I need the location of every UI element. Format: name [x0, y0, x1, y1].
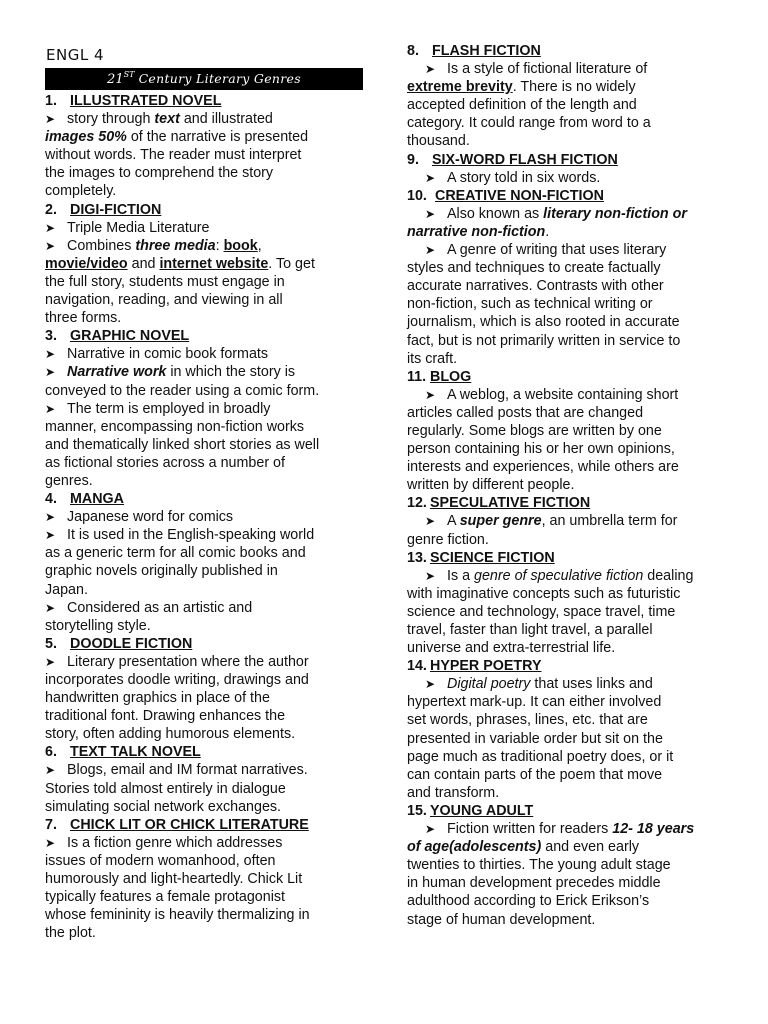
section-title: SIX-WORD FLASH FICTION [432, 151, 618, 168]
section-title: SCIENCE FICTION [430, 549, 555, 566]
bullet-continuation: without words. The reader must interpret [45, 147, 302, 164]
section-title: GRAPHIC NOVEL [70, 328, 190, 345]
bullet-continuation: styles and techniques to create factually [407, 260, 661, 277]
bullet-continuation: manner, encompassing non-fiction works [45, 418, 305, 435]
section-title: ILLUSTRATED NOVEL [70, 93, 222, 109]
bullet-continuation: with imaginative concepts such as futuristic [407, 585, 681, 602]
arrow-bullet-icon: ➤ [45, 365, 56, 380]
section-title: BLOG [430, 368, 472, 385]
bullet-continuation: navigation, reading, and viewing in all [45, 292, 283, 309]
section-title: SPECULATIVE FICTION [430, 495, 591, 512]
section-flash-fiction [407, 42, 725, 151]
arrow-bullet-icon: ➤ [45, 112, 56, 127]
left-column [45, 44, 363, 942]
bullet-continuation: and transform. [407, 784, 500, 801]
bullet: ➤ Is a style of fictional literature of [407, 60, 725, 78]
section-title: MANGA [70, 491, 125, 508]
section-number: 9. [407, 151, 419, 168]
bullet-continuation: page much as traditional poetry does, or it [407, 748, 674, 765]
section-number: 7. [45, 816, 57, 833]
arrow-bullet-icon: ➤ [45, 510, 56, 525]
section-number: 2. [45, 201, 57, 218]
section-title: DOODLE FICTION [70, 635, 193, 652]
bullet-continuation: incorporates doodle writing, drawings and [45, 672, 309, 688]
arrow-bullet-icon: ➤ [425, 822, 436, 837]
section-six-word-flash-fiction [407, 151, 725, 187]
bullet-continuation: images 50% of the narrative is presented [45, 129, 309, 146]
bullet-continuation: and thematically linked short stories as well [45, 436, 320, 453]
arrow-bullet-icon: ➤ [425, 243, 436, 258]
section-chick-lit [45, 816, 363, 943]
bullet: ➤ Narrative work in which the story is [45, 364, 296, 381]
bullet-continuation: handwritten graphics in place of the [45, 690, 270, 707]
section-number: 12. [407, 495, 427, 512]
bullet-continuation: conveyed to the reader using a comic form. [45, 382, 320, 399]
banner-superscript: ST [123, 70, 135, 79]
section-number: 5. [45, 635, 57, 652]
bullet-continuation: hypertext mark-up. It can either involved [407, 694, 662, 711]
section-number: 4. [45, 491, 57, 508]
section-number: 8. [407, 43, 419, 59]
bullet-continuation: universe and extra-terrestrial life. [407, 640, 616, 657]
bullet-continuation: can contain parts of the poem that move [407, 766, 663, 783]
section-number: 10. [407, 187, 427, 204]
section-title: TEXT TALK NOVEL [70, 744, 201, 761]
bullet-continuation: of age(adolescents) and even early [407, 839, 640, 856]
bullet-continuation: as fictional stories across a number of [45, 454, 285, 471]
bullet-continuation: as a generic term for all comic books and [45, 545, 306, 562]
arrow-bullet-icon: ➤ [425, 62, 436, 77]
arrow-bullet-icon: ➤ [425, 677, 436, 692]
right-column [407, 42, 725, 929]
bullet: ➤ story through text and illustrated [45, 111, 273, 128]
section-title: YOUNG ADULT [430, 802, 534, 819]
bullet: ➤ Is a fiction genre which addresses [45, 834, 283, 851]
arrow-bullet-icon: ➤ [45, 220, 56, 235]
bullet-continuation: written by different people. [407, 477, 575, 494]
arrow-bullet-icon: ➤ [425, 206, 436, 221]
arrow-bullet-icon: ➤ [425, 568, 436, 583]
bullet: ➤ Literary presentation where the author [45, 653, 309, 670]
course-code: ENGL 4 [46, 46, 104, 64]
banner-number: 21 [107, 72, 124, 87]
bullet-continuation: presented in variable order but sit on the [407, 730, 663, 747]
section-graphic-novel [45, 327, 363, 490]
section-creative-non-fiction [407, 187, 725, 368]
arrow-bullet-icon: ➤ [425, 170, 436, 185]
bullet-continuation: adulthood according to Erick Erikson’s [407, 893, 650, 910]
bullet-continuation: extreme brevity. There is no widely [407, 79, 636, 96]
bullet-continuation: in human development precedes middle [407, 875, 661, 892]
bullet-continuation: genres. [45, 472, 93, 489]
bullet-continuation: accepted definition of the length and [407, 97, 637, 114]
section-number: 13. [407, 549, 427, 566]
bullet: ➤ A story told in six words. [407, 169, 725, 187]
bullet-continuation: genre fiction. [407, 531, 489, 548]
arrow-bullet-icon: ➤ [425, 387, 436, 402]
bullet-continuation: Stories told almost entirely in dialogue [45, 780, 286, 797]
bullet: ➤ Blogs, email and IM format narratives. [45, 762, 308, 779]
arrow-bullet-icon: ➤ [45, 654, 56, 669]
bullet-continuation: twenties to thirties. The young adult stage [407, 857, 671, 874]
section-title: FLASH FICTION [432, 43, 541, 59]
arrow-bullet-icon: ➤ [45, 763, 56, 778]
bullet: ➤ Fiction written for readers 12- 18 years [407, 820, 725, 838]
bullet: ➤ Combines three media: book, [45, 237, 262, 254]
bullet-continuation: fact, but is not primarily written in service to [407, 332, 681, 349]
section-number: 11. [407, 368, 427, 385]
bullet-continuation: set words, phrases, lines, etc. that are [407, 712, 648, 729]
section-text-talk-novel [45, 743, 363, 815]
bullet-continuation: movie/video and internet website. To get [45, 255, 315, 272]
bullet: ➤ Considered as an artistic and [45, 599, 253, 616]
bullet-continuation: its craft. [407, 350, 458, 367]
bullet-continuation: person containing his or her own opinions, [407, 441, 675, 458]
bullet-continuation: science and technology, space travel, time [407, 603, 676, 620]
bullet-continuation: non-fiction, such as technical writing or [407, 296, 653, 313]
section-number: 14. [407, 658, 427, 675]
arrow-bullet-icon: ➤ [45, 528, 56, 543]
bullet-continuation: category. It could range from word to a [407, 115, 651, 132]
bullet-continuation: typically features a female protagonist [45, 889, 285, 906]
page-title-banner [45, 68, 363, 90]
bullet-continuation: regularly. Some blogs are written by one [407, 422, 662, 439]
bullet-continuation: the plot. [45, 925, 96, 942]
section-doodle-fiction [45, 635, 363, 744]
bullet-continuation: stage of human development. [407, 911, 596, 928]
bullet-continuation: travel, faster than light travel, a parallel [407, 622, 653, 638]
bullet: ➤ A weblog, a website containing short [407, 386, 725, 404]
bullet-continuation: articles called posts that are changed [407, 404, 644, 421]
section-title: CREATIVE NON-FICTION [435, 187, 604, 204]
section-speculative-fiction [407, 494, 725, 548]
bullet: ➤ Digital poetry that uses links and [407, 675, 725, 693]
arrow-bullet-icon: ➤ [425, 514, 436, 529]
bullet: ➤ Triple Media Literature [45, 219, 210, 236]
bullet: ➤ The term is employed in broadly [45, 400, 271, 417]
section-number: 3. [45, 328, 57, 345]
arrow-bullet-icon: ➤ [45, 401, 56, 416]
section-blog [407, 368, 725, 495]
bullet-continuation: simulating social network exchanges. [45, 798, 282, 815]
section-young-adult [407, 802, 725, 929]
section-title: DIGI-FICTION [70, 201, 162, 218]
arrow-bullet-icon: ➤ [45, 600, 56, 615]
section-hyper-poetry [407, 657, 725, 802]
bullet: ➤ A super genre, an umbrella term for [407, 512, 725, 530]
section-number: 1. [45, 93, 57, 109]
bullet-continuation: humorously and light-heartedly. Chick Lit [45, 871, 303, 888]
section-digi-fiction [45, 201, 363, 328]
bullet-continuation: storytelling style. [45, 617, 151, 634]
section-number: 15. [407, 802, 427, 819]
bullet-continuation: journalism, which is also rooted in accurate [407, 314, 680, 331]
bullet: ➤ Narrative in comic book formats [45, 346, 269, 363]
section-title: CHICK LIT OR CHICK LITERATURE [70, 816, 309, 833]
bullet: ➤ Also known as literary non-fiction or [407, 205, 725, 223]
section-title: HYPER POETRY [430, 658, 542, 675]
arrow-bullet-icon: ➤ [45, 347, 56, 362]
arrow-bullet-icon: ➤ [45, 835, 56, 850]
section-science-fiction [407, 549, 725, 658]
section-manga [45, 490, 363, 635]
bullet-continuation: issues of modern womanhood, often [45, 852, 276, 869]
bullet-continuation: traditional font. Drawing enhances the [45, 708, 286, 725]
arrow-bullet-icon: ➤ [45, 238, 56, 253]
bullet-continuation: whose femininity is heavily thermalizing in [45, 907, 310, 924]
bullet-continuation: graphic novels originally published in [45, 563, 278, 580]
bullet-continuation: interests and experiences, while others are [407, 459, 679, 476]
bullet-continuation: accurate narratives. Contrasts with other [407, 278, 664, 295]
bullet-continuation: thousand. [407, 133, 470, 150]
bullet-continuation: Japan. [45, 581, 88, 598]
bullet: ➤ A genre of writing that uses literary [407, 241, 725, 259]
bullet: ➤ It is used in the English-speaking world [45, 527, 315, 544]
section-illustrated-novel [45, 92, 363, 201]
bullet: ➤ Is a genre of speculative fiction dealing [407, 567, 725, 585]
bullet-continuation: completely. [45, 183, 117, 200]
banner-title: Century Literary Genres [138, 71, 301, 86]
bullet-continuation: narrative non-fiction. [407, 223, 550, 240]
bullet-continuation: three forms. [45, 310, 122, 327]
bullet: ➤ Japanese word for comics [45, 509, 234, 526]
bullet-continuation: story, often adding humorous elements. [45, 726, 296, 743]
bullet-continuation: the full story, students must engage in [45, 273, 285, 290]
bullet-continuation: the images to comprehend the story [45, 165, 274, 182]
section-number: 6. [45, 744, 57, 761]
